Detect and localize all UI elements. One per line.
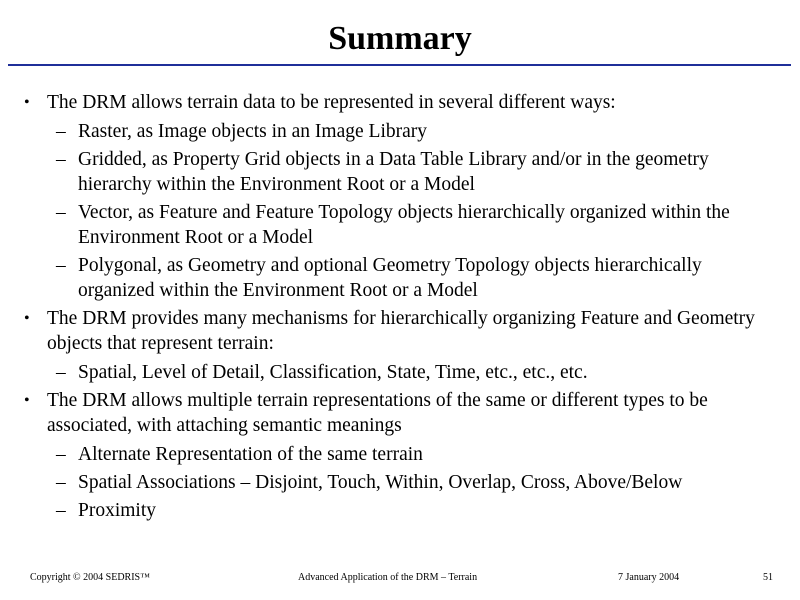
sub-bullet-item	[22, 253, 782, 303]
sub-bullet-text: Spatial Associations – Disjoint, Touch, Within, Overlap, Cross, Above/Below	[78, 472, 683, 493]
sub-bullet-text: Gridded, as Property Grid objects in a Data Table Library and/or in the geometry hierarchy within the Environment Root or a Model	[78, 149, 709, 195]
bullet-item	[22, 90, 782, 115]
bullet-text: The DRM provides many mechanisms for hierarchically organizing Feature and Geometry objects that represent terrain:	[47, 308, 755, 354]
bullet-text: The DRM allows multiple terrain representations of the same or different types to be associated, with attaching semantic meanings	[47, 390, 708, 436]
sub-bullet-item	[22, 147, 782, 197]
title-underline-rule	[8, 64, 791, 66]
bullet-item	[22, 388, 782, 438]
bullet-icon: •	[24, 310, 30, 327]
sub-bullet-text: Polygonal, as Geometry and optional Geometry Topology objects hierarchically organized within the Environment Root or a Model	[78, 255, 702, 301]
sub-bullet-text: Alternate Representation of the same terrain	[78, 444, 423, 465]
dash-icon: –	[56, 255, 66, 276]
sub-bullet-item	[22, 442, 782, 467]
dash-icon: –	[56, 444, 66, 465]
bullet-text: The DRM allows terrain data to be represented in several different ways:	[47, 92, 616, 113]
bullet-item	[22, 306, 782, 356]
bullet-list	[22, 90, 782, 526]
sub-bullet-item	[22, 470, 782, 495]
sub-bullet-text: Raster, as Image objects in an Image Library	[78, 121, 428, 142]
dash-icon: –	[56, 121, 66, 142]
footer-page-number: 51	[763, 572, 773, 583]
slide-title: Summary	[328, 20, 472, 57]
dash-icon: –	[56, 472, 66, 493]
dash-icon: –	[56, 362, 66, 383]
sub-bullet-text: Vector, as Feature and Feature Topology objects hierarchically organized within the Environment Root or a Model	[78, 202, 730, 248]
dash-icon: –	[56, 500, 66, 521]
sub-bullet-item	[22, 360, 782, 385]
footer-copyright: Copyright © 2004 SEDRIS™	[30, 572, 150, 583]
sub-bullet-item	[22, 200, 782, 250]
bullet-icon: •	[24, 94, 30, 111]
bullet-icon: •	[24, 392, 30, 409]
footer-title: Advanced Application of the DRM – Terrain	[298, 572, 478, 583]
sub-bullet-text: Proximity	[78, 500, 157, 521]
sub-bullet-item	[22, 498, 782, 523]
dash-icon: –	[56, 202, 66, 223]
sub-bullet-item	[22, 119, 782, 144]
sub-bullet-text: Spatial, Level of Detail, Classification, State, Time, etc., etc., etc.	[78, 362, 588, 383]
dash-icon: –	[56, 149, 66, 170]
footer-date: 7 January 2004	[618, 572, 680, 583]
